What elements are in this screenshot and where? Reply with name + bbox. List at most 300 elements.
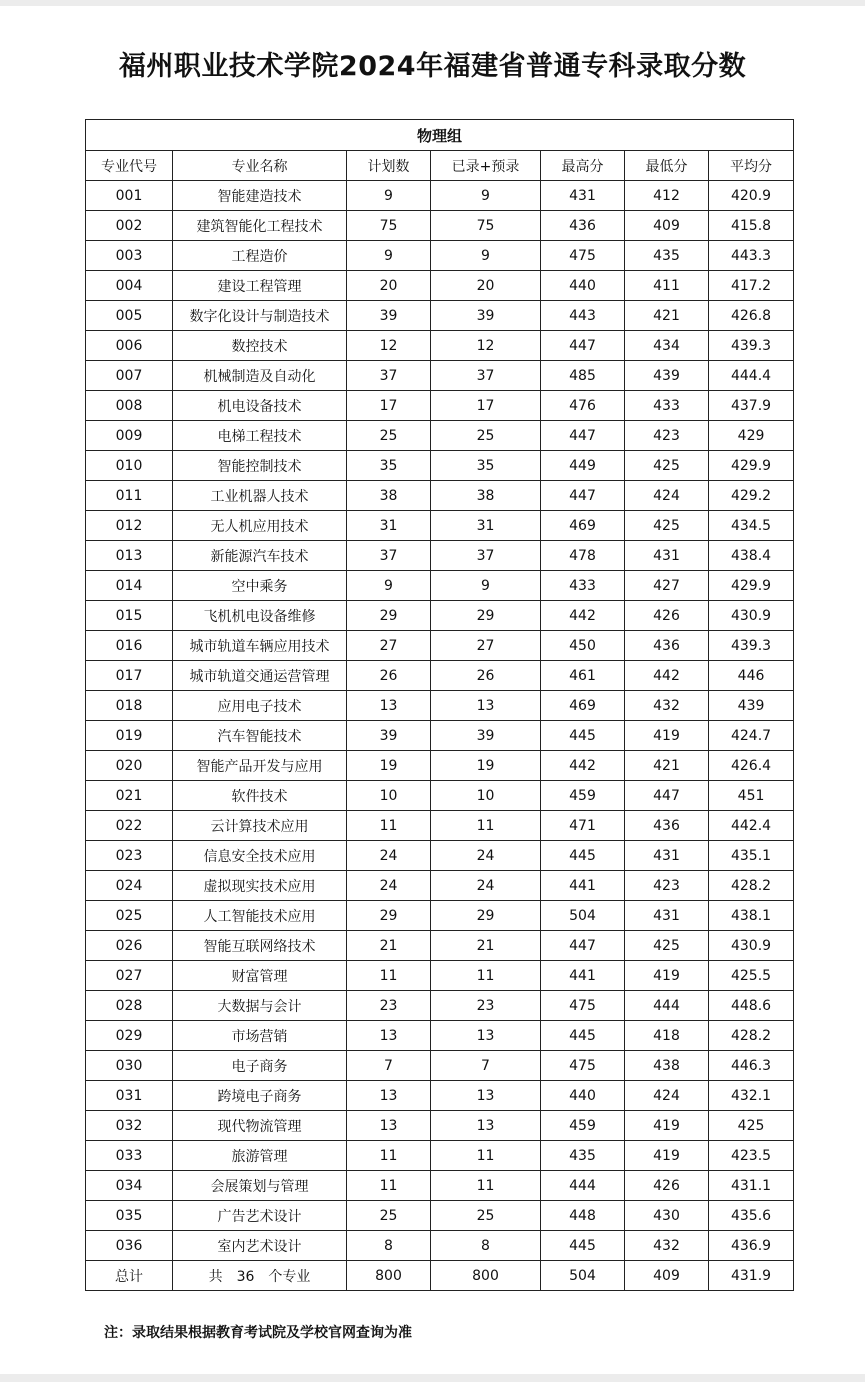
cell-min-score: 436 bbox=[625, 631, 709, 661]
cell-max-score: 442 bbox=[541, 601, 625, 631]
cell-admitted-count: 39 bbox=[431, 301, 541, 331]
cell-major-name: 城市轨道交通运营管理 bbox=[173, 661, 347, 691]
cell-admitted-count: 11 bbox=[431, 1171, 541, 1201]
cell-plan-count: 8 bbox=[347, 1231, 431, 1261]
cell-major-name: 城市轨道车辆应用技术 bbox=[173, 631, 347, 661]
cell-admitted-count: 13 bbox=[431, 1021, 541, 1051]
cell-plan-count: 24 bbox=[347, 871, 431, 901]
cell-major-name: 机械制造及自动化 bbox=[173, 361, 347, 391]
cell-avg-score: 429.2 bbox=[709, 481, 794, 511]
table-row bbox=[86, 901, 794, 931]
cell-major-code: 034 bbox=[86, 1171, 173, 1201]
cell-major-code: 009 bbox=[86, 421, 173, 451]
cell-admitted-count: 19 bbox=[431, 751, 541, 781]
cell-max-score: 447 bbox=[541, 421, 625, 451]
cell-major-code: 010 bbox=[86, 451, 173, 481]
table-row bbox=[86, 1171, 794, 1201]
cell-major-name: 智能产品开发与应用 bbox=[173, 751, 347, 781]
cell-admitted-count: 25 bbox=[431, 421, 541, 451]
cell-major-name: 软件技术 bbox=[173, 781, 347, 811]
table-row bbox=[86, 241, 794, 271]
cell-avg-score: 439 bbox=[709, 691, 794, 721]
cell-max-score: 475 bbox=[541, 991, 625, 1021]
cell-admitted-count: 26 bbox=[431, 661, 541, 691]
table-row bbox=[86, 811, 794, 841]
cell-major-code: 001 bbox=[86, 181, 173, 211]
cell-plan-count: 19 bbox=[347, 751, 431, 781]
cell-major-name: 财富管理 bbox=[173, 961, 347, 991]
cell-avg-score: 424.7 bbox=[709, 721, 794, 751]
cell-avg-score: 425.5 bbox=[709, 961, 794, 991]
table-row bbox=[86, 331, 794, 361]
cell-min-score: 444 bbox=[625, 991, 709, 1021]
table-row bbox=[86, 451, 794, 481]
table-row bbox=[86, 661, 794, 691]
table-row bbox=[86, 271, 794, 301]
cell-max-score: 469 bbox=[541, 691, 625, 721]
cell-max-score: 447 bbox=[541, 931, 625, 961]
cell-min-score: 424 bbox=[625, 481, 709, 511]
cell-major-name: 室内艺术设计 bbox=[173, 1231, 347, 1261]
cell-avg-score: 439.3 bbox=[709, 631, 794, 661]
table-row bbox=[86, 931, 794, 961]
cell-major-name: 市场营销 bbox=[173, 1021, 347, 1051]
cell-major-code: 036 bbox=[86, 1231, 173, 1261]
cell-avg-score: 438.4 bbox=[709, 541, 794, 571]
cell-major-code: 029 bbox=[86, 1021, 173, 1051]
total-major-count: 共 36 个专业 bbox=[173, 1261, 347, 1291]
cell-avg-score: 428.2 bbox=[709, 1021, 794, 1051]
table-row bbox=[86, 1051, 794, 1081]
cell-plan-count: 37 bbox=[347, 361, 431, 391]
cell-min-score: 435 bbox=[625, 241, 709, 271]
table-row bbox=[86, 481, 794, 511]
cell-max-score: 459 bbox=[541, 1111, 625, 1141]
cell-major-code: 008 bbox=[86, 391, 173, 421]
cell-min-score: 427 bbox=[625, 571, 709, 601]
cell-major-code: 002 bbox=[86, 211, 173, 241]
cell-admitted-count: 24 bbox=[431, 841, 541, 871]
cell-major-code: 003 bbox=[86, 241, 173, 271]
total-min-score: 409 bbox=[625, 1261, 709, 1291]
cell-avg-score: 436.9 bbox=[709, 1231, 794, 1261]
cell-avg-score: 446 bbox=[709, 661, 794, 691]
table-row bbox=[86, 871, 794, 901]
cell-avg-score: 438.1 bbox=[709, 901, 794, 931]
cell-max-score: 435 bbox=[541, 1141, 625, 1171]
cell-min-score: 421 bbox=[625, 301, 709, 331]
cell-max-score: 445 bbox=[541, 721, 625, 751]
cell-admitted-count: 13 bbox=[431, 1111, 541, 1141]
cell-max-score: 447 bbox=[541, 481, 625, 511]
cell-admitted-count: 9 bbox=[431, 571, 541, 601]
cell-max-score: 475 bbox=[541, 241, 625, 271]
top-edge-shade bbox=[0, 0, 865, 6]
table-row bbox=[86, 961, 794, 991]
cell-plan-count: 13 bbox=[347, 1111, 431, 1141]
cell-admitted-count: 11 bbox=[431, 1141, 541, 1171]
table-row bbox=[86, 1201, 794, 1231]
cell-plan-count: 11 bbox=[347, 811, 431, 841]
cell-max-score: 444 bbox=[541, 1171, 625, 1201]
cell-major-name: 应用电子技术 bbox=[173, 691, 347, 721]
cell-major-name: 汽车智能技术 bbox=[173, 721, 347, 751]
cell-plan-count: 24 bbox=[347, 841, 431, 871]
cell-admitted-count: 21 bbox=[431, 931, 541, 961]
table-row bbox=[86, 361, 794, 391]
cell-plan-count: 10 bbox=[347, 781, 431, 811]
cell-avg-score: 429 bbox=[709, 421, 794, 451]
cell-max-score: 440 bbox=[541, 1081, 625, 1111]
cell-avg-score: 435.6 bbox=[709, 1201, 794, 1231]
cell-plan-count: 11 bbox=[347, 1171, 431, 1201]
cell-major-code: 004 bbox=[86, 271, 173, 301]
bottom-edge-shade bbox=[0, 1374, 865, 1382]
header-row bbox=[86, 151, 794, 181]
cell-major-code: 031 bbox=[86, 1081, 173, 1111]
header-plan-count: 计划数 bbox=[347, 151, 431, 181]
cell-max-score: 450 bbox=[541, 631, 625, 661]
cell-min-score: 419 bbox=[625, 1141, 709, 1171]
cell-admitted-count: 9 bbox=[431, 181, 541, 211]
cell-avg-score: 420.9 bbox=[709, 181, 794, 211]
cell-admitted-count: 37 bbox=[431, 361, 541, 391]
cell-admitted-count: 13 bbox=[431, 691, 541, 721]
cell-avg-score: 437.9 bbox=[709, 391, 794, 421]
cell-plan-count: 11 bbox=[347, 1141, 431, 1171]
cell-major-code: 013 bbox=[86, 541, 173, 571]
cell-min-score: 431 bbox=[625, 901, 709, 931]
cell-major-name: 虚拟现实技术应用 bbox=[173, 871, 347, 901]
cell-plan-count: 9 bbox=[347, 571, 431, 601]
table-row bbox=[86, 391, 794, 421]
cell-plan-count: 39 bbox=[347, 301, 431, 331]
cell-admitted-count: 29 bbox=[431, 601, 541, 631]
total-avg-score: 431.9 bbox=[709, 1261, 794, 1291]
cell-major-code: 021 bbox=[86, 781, 173, 811]
cell-plan-count: 27 bbox=[347, 631, 431, 661]
cell-min-score: 432 bbox=[625, 1231, 709, 1261]
cell-max-score: 447 bbox=[541, 331, 625, 361]
cell-min-score: 434 bbox=[625, 331, 709, 361]
cell-max-score: 459 bbox=[541, 781, 625, 811]
cell-avg-score: 429.9 bbox=[709, 571, 794, 601]
cell-max-score: 475 bbox=[541, 1051, 625, 1081]
admission-score-table bbox=[85, 119, 794, 1291]
total-plan-count: 800 bbox=[347, 1261, 431, 1291]
cell-min-score: 436 bbox=[625, 811, 709, 841]
cell-admitted-count: 8 bbox=[431, 1231, 541, 1261]
cell-avg-score: 430.9 bbox=[709, 931, 794, 961]
cell-avg-score: 451 bbox=[709, 781, 794, 811]
cell-min-score: 447 bbox=[625, 781, 709, 811]
cell-min-score: 409 bbox=[625, 211, 709, 241]
cell-max-score: 441 bbox=[541, 871, 625, 901]
cell-major-code: 030 bbox=[86, 1051, 173, 1081]
cell-max-score: 441 bbox=[541, 961, 625, 991]
cell-major-name: 建设工程管理 bbox=[173, 271, 347, 301]
cell-plan-count: 12 bbox=[347, 331, 431, 361]
cell-major-code: 007 bbox=[86, 361, 173, 391]
cell-plan-count: 37 bbox=[347, 541, 431, 571]
cell-avg-score: 442.4 bbox=[709, 811, 794, 841]
cell-major-code: 027 bbox=[86, 961, 173, 991]
cell-plan-count: 11 bbox=[347, 961, 431, 991]
cell-plan-count: 29 bbox=[347, 901, 431, 931]
table-row bbox=[86, 781, 794, 811]
cell-admitted-count: 17 bbox=[431, 391, 541, 421]
cell-max-score: 485 bbox=[541, 361, 625, 391]
table-row bbox=[86, 991, 794, 1021]
table-row bbox=[86, 211, 794, 241]
footnote: 注：录取结果根据教育考试院及学校官网查询为准 bbox=[104, 1325, 412, 1341]
cell-major-code: 017 bbox=[86, 661, 173, 691]
cell-max-score: 431 bbox=[541, 181, 625, 211]
cell-major-code: 011 bbox=[86, 481, 173, 511]
cell-admitted-count: 25 bbox=[431, 1201, 541, 1231]
cell-admitted-count: 9 bbox=[431, 241, 541, 271]
cell-min-score: 424 bbox=[625, 1081, 709, 1111]
cell-major-name: 工业机器人技术 bbox=[173, 481, 347, 511]
cell-avg-score: 415.8 bbox=[709, 211, 794, 241]
table-row bbox=[86, 421, 794, 451]
cell-avg-score: 446.3 bbox=[709, 1051, 794, 1081]
cell-max-score: 448 bbox=[541, 1201, 625, 1231]
cell-major-code: 015 bbox=[86, 601, 173, 631]
cell-min-score: 442 bbox=[625, 661, 709, 691]
cell-max-score: 433 bbox=[541, 571, 625, 601]
cell-avg-score: 435.1 bbox=[709, 841, 794, 871]
table-row bbox=[86, 601, 794, 631]
table-row bbox=[86, 1141, 794, 1171]
cell-admitted-count: 75 bbox=[431, 211, 541, 241]
cell-plan-count: 39 bbox=[347, 721, 431, 751]
cell-max-score: 445 bbox=[541, 1231, 625, 1261]
cell-plan-count: 26 bbox=[347, 661, 431, 691]
cell-admitted-count: 37 bbox=[431, 541, 541, 571]
cell-admitted-count: 24 bbox=[431, 871, 541, 901]
header-major-code: 专业代号 bbox=[86, 151, 173, 181]
cell-major-code: 025 bbox=[86, 901, 173, 931]
table-row bbox=[86, 541, 794, 571]
cell-min-score: 438 bbox=[625, 1051, 709, 1081]
cell-min-score: 439 bbox=[625, 361, 709, 391]
cell-max-score: 478 bbox=[541, 541, 625, 571]
table-row bbox=[86, 1111, 794, 1141]
cell-avg-score: 426.8 bbox=[709, 301, 794, 331]
cell-min-score: 423 bbox=[625, 871, 709, 901]
cell-min-score: 431 bbox=[625, 841, 709, 871]
cell-major-name: 智能建造技术 bbox=[173, 181, 347, 211]
cell-major-code: 032 bbox=[86, 1111, 173, 1141]
cell-avg-score: 434.5 bbox=[709, 511, 794, 541]
cell-admitted-count: 23 bbox=[431, 991, 541, 1021]
cell-major-code: 006 bbox=[86, 331, 173, 361]
table-row bbox=[86, 721, 794, 751]
cell-major-name: 大数据与会计 bbox=[173, 991, 347, 1021]
cell-min-score: 419 bbox=[625, 721, 709, 751]
cell-min-score: 432 bbox=[625, 691, 709, 721]
cell-plan-count: 7 bbox=[347, 1051, 431, 1081]
cell-avg-score: 417.2 bbox=[709, 271, 794, 301]
cell-max-score: 440 bbox=[541, 271, 625, 301]
cell-min-score: 412 bbox=[625, 181, 709, 211]
total-row bbox=[86, 1261, 794, 1291]
cell-major-code: 033 bbox=[86, 1141, 173, 1171]
cell-admitted-count: 29 bbox=[431, 901, 541, 931]
table-row bbox=[86, 691, 794, 721]
cell-avg-score: 430.9 bbox=[709, 601, 794, 631]
cell-major-code: 022 bbox=[86, 811, 173, 841]
header-major-name: 专业名称 bbox=[173, 151, 347, 181]
cell-max-score: 442 bbox=[541, 751, 625, 781]
cell-min-score: 433 bbox=[625, 391, 709, 421]
cell-plan-count: 13 bbox=[347, 691, 431, 721]
cell-plan-count: 17 bbox=[347, 391, 431, 421]
cell-major-name: 旅游管理 bbox=[173, 1141, 347, 1171]
cell-admitted-count: 12 bbox=[431, 331, 541, 361]
cell-major-name: 云计算技术应用 bbox=[173, 811, 347, 841]
cell-admitted-count: 10 bbox=[431, 781, 541, 811]
cell-min-score: 419 bbox=[625, 961, 709, 991]
cell-max-score: 449 bbox=[541, 451, 625, 481]
table-row bbox=[86, 571, 794, 601]
cell-plan-count: 9 bbox=[347, 241, 431, 271]
cell-major-name: 数字化设计与制造技术 bbox=[173, 301, 347, 331]
table-row bbox=[86, 841, 794, 871]
cell-max-score: 445 bbox=[541, 841, 625, 871]
total-max-score: 504 bbox=[541, 1261, 625, 1291]
cell-major-code: 020 bbox=[86, 751, 173, 781]
cell-major-name: 无人机应用技术 bbox=[173, 511, 347, 541]
cell-admitted-count: 20 bbox=[431, 271, 541, 301]
cell-admitted-count: 38 bbox=[431, 481, 541, 511]
cell-major-name: 人工智能技术应用 bbox=[173, 901, 347, 931]
cell-major-name: 数控技术 bbox=[173, 331, 347, 361]
cell-max-score: 471 bbox=[541, 811, 625, 841]
cell-max-score: 436 bbox=[541, 211, 625, 241]
cell-min-score: 431 bbox=[625, 541, 709, 571]
cell-min-score: 426 bbox=[625, 601, 709, 631]
cell-major-name: 会展策划与管理 bbox=[173, 1171, 347, 1201]
header-min-score: 最低分 bbox=[625, 151, 709, 181]
cell-major-code: 005 bbox=[86, 301, 173, 331]
cell-admitted-count: 35 bbox=[431, 451, 541, 481]
cell-major-code: 026 bbox=[86, 931, 173, 961]
cell-max-score: 443 bbox=[541, 301, 625, 331]
cell-avg-score: 423.5 bbox=[709, 1141, 794, 1171]
cell-plan-count: 38 bbox=[347, 481, 431, 511]
cell-major-code: 035 bbox=[86, 1201, 173, 1231]
cell-min-score: 419 bbox=[625, 1111, 709, 1141]
cell-min-score: 411 bbox=[625, 271, 709, 301]
cell-min-score: 426 bbox=[625, 1171, 709, 1201]
cell-plan-count: 20 bbox=[347, 271, 431, 301]
cell-major-name: 跨境电子商务 bbox=[173, 1081, 347, 1111]
cell-min-score: 425 bbox=[625, 931, 709, 961]
header-avg-score: 平均分 bbox=[709, 151, 794, 181]
cell-major-code: 018 bbox=[86, 691, 173, 721]
total-label: 总计 bbox=[86, 1261, 173, 1291]
cell-avg-score: 439.3 bbox=[709, 331, 794, 361]
total-admitted-count: 800 bbox=[431, 1261, 541, 1291]
cell-min-score: 425 bbox=[625, 451, 709, 481]
table-row bbox=[86, 181, 794, 211]
cell-admitted-count: 11 bbox=[431, 811, 541, 841]
cell-admitted-count: 39 bbox=[431, 721, 541, 751]
cell-max-score: 461 bbox=[541, 661, 625, 691]
cell-major-name: 信息安全技术应用 bbox=[173, 841, 347, 871]
cell-avg-score: 444.4 bbox=[709, 361, 794, 391]
cell-major-name: 电梯工程技术 bbox=[173, 421, 347, 451]
cell-major-name: 飞机机电设备维修 bbox=[173, 601, 347, 631]
cell-major-code: 014 bbox=[86, 571, 173, 601]
table-row bbox=[86, 1231, 794, 1261]
cell-max-score: 504 bbox=[541, 901, 625, 931]
cell-min-score: 418 bbox=[625, 1021, 709, 1051]
header-max-score: 最高分 bbox=[541, 151, 625, 181]
cell-admitted-count: 7 bbox=[431, 1051, 541, 1081]
cell-max-score: 445 bbox=[541, 1021, 625, 1051]
cell-plan-count: 25 bbox=[347, 1201, 431, 1231]
header-admitted-count: 已录+预录 bbox=[431, 151, 541, 181]
cell-plan-count: 13 bbox=[347, 1081, 431, 1111]
cell-major-code: 019 bbox=[86, 721, 173, 751]
cell-major-name: 工程造价 bbox=[173, 241, 347, 271]
cell-plan-count: 35 bbox=[347, 451, 431, 481]
cell-admitted-count: 27 bbox=[431, 631, 541, 661]
cell-min-score: 430 bbox=[625, 1201, 709, 1231]
group-title: 物理组 bbox=[86, 120, 794, 151]
cell-major-name: 空中乘务 bbox=[173, 571, 347, 601]
cell-major-name: 机电设备技术 bbox=[173, 391, 347, 421]
cell-plan-count: 31 bbox=[347, 511, 431, 541]
cell-plan-count: 23 bbox=[347, 991, 431, 1021]
cell-major-code: 028 bbox=[86, 991, 173, 1021]
table-row bbox=[86, 511, 794, 541]
cell-max-score: 476 bbox=[541, 391, 625, 421]
cell-avg-score: 429.9 bbox=[709, 451, 794, 481]
cell-major-name: 智能控制技术 bbox=[173, 451, 347, 481]
cell-min-score: 421 bbox=[625, 751, 709, 781]
cell-plan-count: 75 bbox=[347, 211, 431, 241]
cell-plan-count: 25 bbox=[347, 421, 431, 451]
page-title: 福州职业技术学院2024年福建省普通专科录取分数 bbox=[118, 51, 747, 82]
cell-avg-score: 448.6 bbox=[709, 991, 794, 1021]
cell-major-code: 016 bbox=[86, 631, 173, 661]
cell-admitted-count: 11 bbox=[431, 961, 541, 991]
cell-major-code: 023 bbox=[86, 841, 173, 871]
cell-avg-score: 426.4 bbox=[709, 751, 794, 781]
cell-admitted-count: 13 bbox=[431, 1081, 541, 1111]
cell-avg-score: 425 bbox=[709, 1111, 794, 1141]
cell-major-code: 024 bbox=[86, 871, 173, 901]
cell-avg-score: 443.3 bbox=[709, 241, 794, 271]
cell-admitted-count: 31 bbox=[431, 511, 541, 541]
cell-avg-score: 432.1 bbox=[709, 1081, 794, 1111]
cell-major-name: 电子商务 bbox=[173, 1051, 347, 1081]
cell-min-score: 425 bbox=[625, 511, 709, 541]
table-row bbox=[86, 631, 794, 661]
cell-major-name: 现代物流管理 bbox=[173, 1111, 347, 1141]
cell-major-code: 012 bbox=[86, 511, 173, 541]
cell-major-name: 广告艺术设计 bbox=[173, 1201, 347, 1231]
table-row bbox=[86, 301, 794, 331]
cell-plan-count: 13 bbox=[347, 1021, 431, 1051]
table-row bbox=[86, 751, 794, 781]
cell-avg-score: 431.1 bbox=[709, 1171, 794, 1201]
cell-avg-score: 428.2 bbox=[709, 871, 794, 901]
